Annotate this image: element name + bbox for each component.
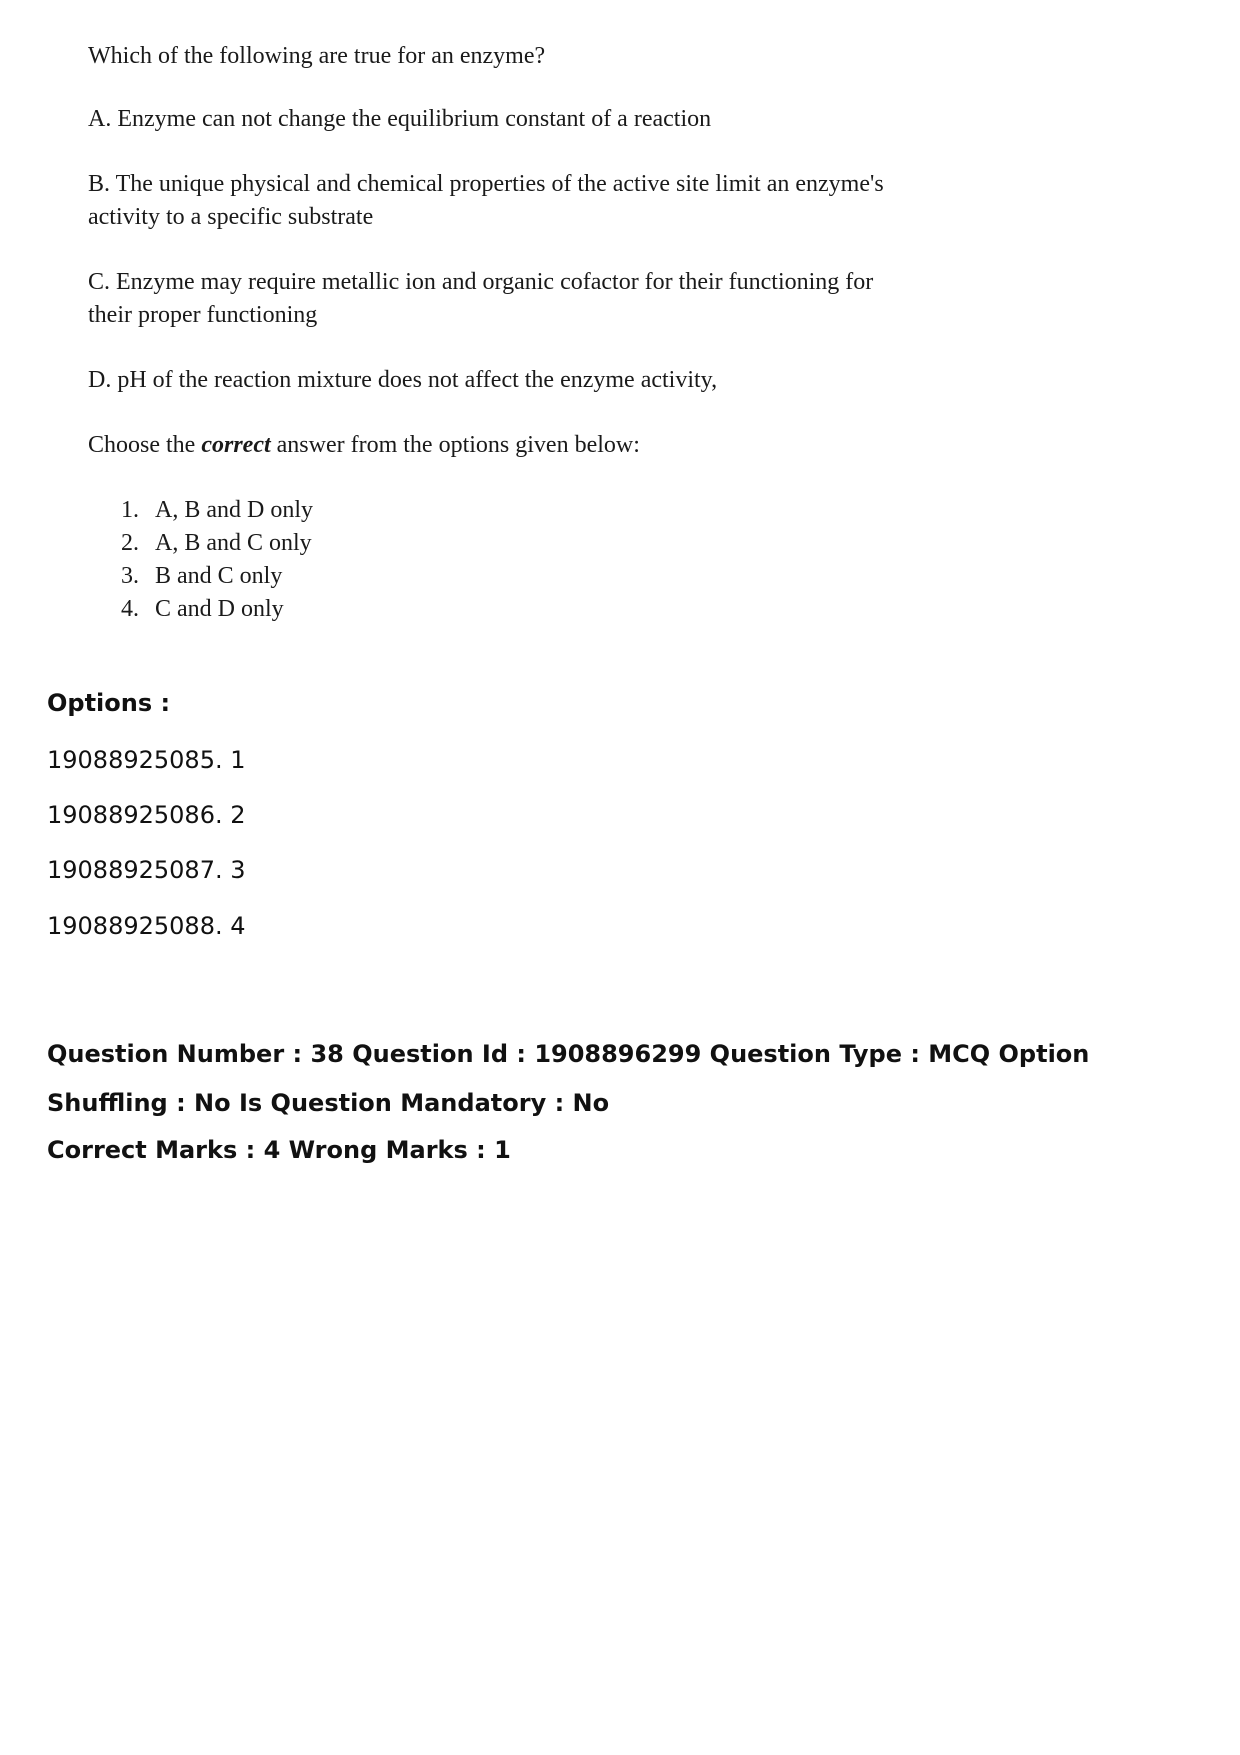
statement-letter: B.: [88, 171, 111, 197]
statement-letter: D.: [88, 367, 112, 393]
choice-item: [88, 527, 988, 560]
statement-letter: A.: [88, 106, 112, 132]
statement-text: Enzyme may require metallic ion and organic cofactor for their functioning for their proper functioning: [88, 269, 874, 328]
choice-text: B and C only: [155, 563, 283, 589]
choice-text: A, B and C only: [155, 530, 312, 556]
statement-c: [88, 266, 908, 332]
statement-letter: C.: [88, 269, 111, 295]
option-item-4: 19088925088. 4: [47, 912, 246, 940]
instruction-post: answer from the options given below:: [270, 432, 640, 458]
choice-item: [88, 494, 988, 527]
option-item-1: 19088925085. 1: [47, 746, 246, 774]
choice-number: 3.: [121, 563, 139, 589]
choice-text: A, B and D only: [155, 497, 313, 523]
instruction: [88, 429, 988, 462]
statement-text: Enzyme can not change the equilibrium constant of a reaction: [117, 106, 712, 132]
statement-d: [88, 364, 988, 397]
statement-text: The unique physical and chemical properties of the active site limit an enzyme's activity to a specific substrate: [88, 171, 884, 230]
statement-a: [88, 103, 988, 136]
instruction-emphasis: correct: [201, 432, 271, 458]
choice-number: 1.: [121, 497, 139, 523]
statement-text: pH of the reaction mixture does not affect the enzyme activity,: [117, 367, 718, 393]
statement-b: [88, 168, 948, 234]
question-stem: Which of the following are true for an enzyme?: [88, 43, 546, 69]
choice-text: C and D only: [155, 596, 284, 622]
choice-number: 4.: [121, 596, 139, 622]
option-item-2: 19088925086. 2: [47, 801, 246, 829]
option-item-3: 19088925087. 3: [47, 856, 246, 884]
options-heading: Options :: [47, 689, 171, 717]
instruction-pre: Choose the: [88, 432, 202, 458]
choice-number: 2.: [121, 530, 139, 556]
choice-list: [88, 494, 988, 626]
question-image: [88, 40, 988, 626]
marks-meta: Correct Marks : 4 Wrong Marks : 1: [47, 1136, 511, 1164]
choice-item: [88, 560, 988, 593]
question-meta: Question Number : 38 Question Id : 1908896299 Question Type : MCQ Option Shuffling : No Is Question Mandatory : No: [47, 1040, 1090, 1117]
choice-item: [88, 593, 988, 626]
